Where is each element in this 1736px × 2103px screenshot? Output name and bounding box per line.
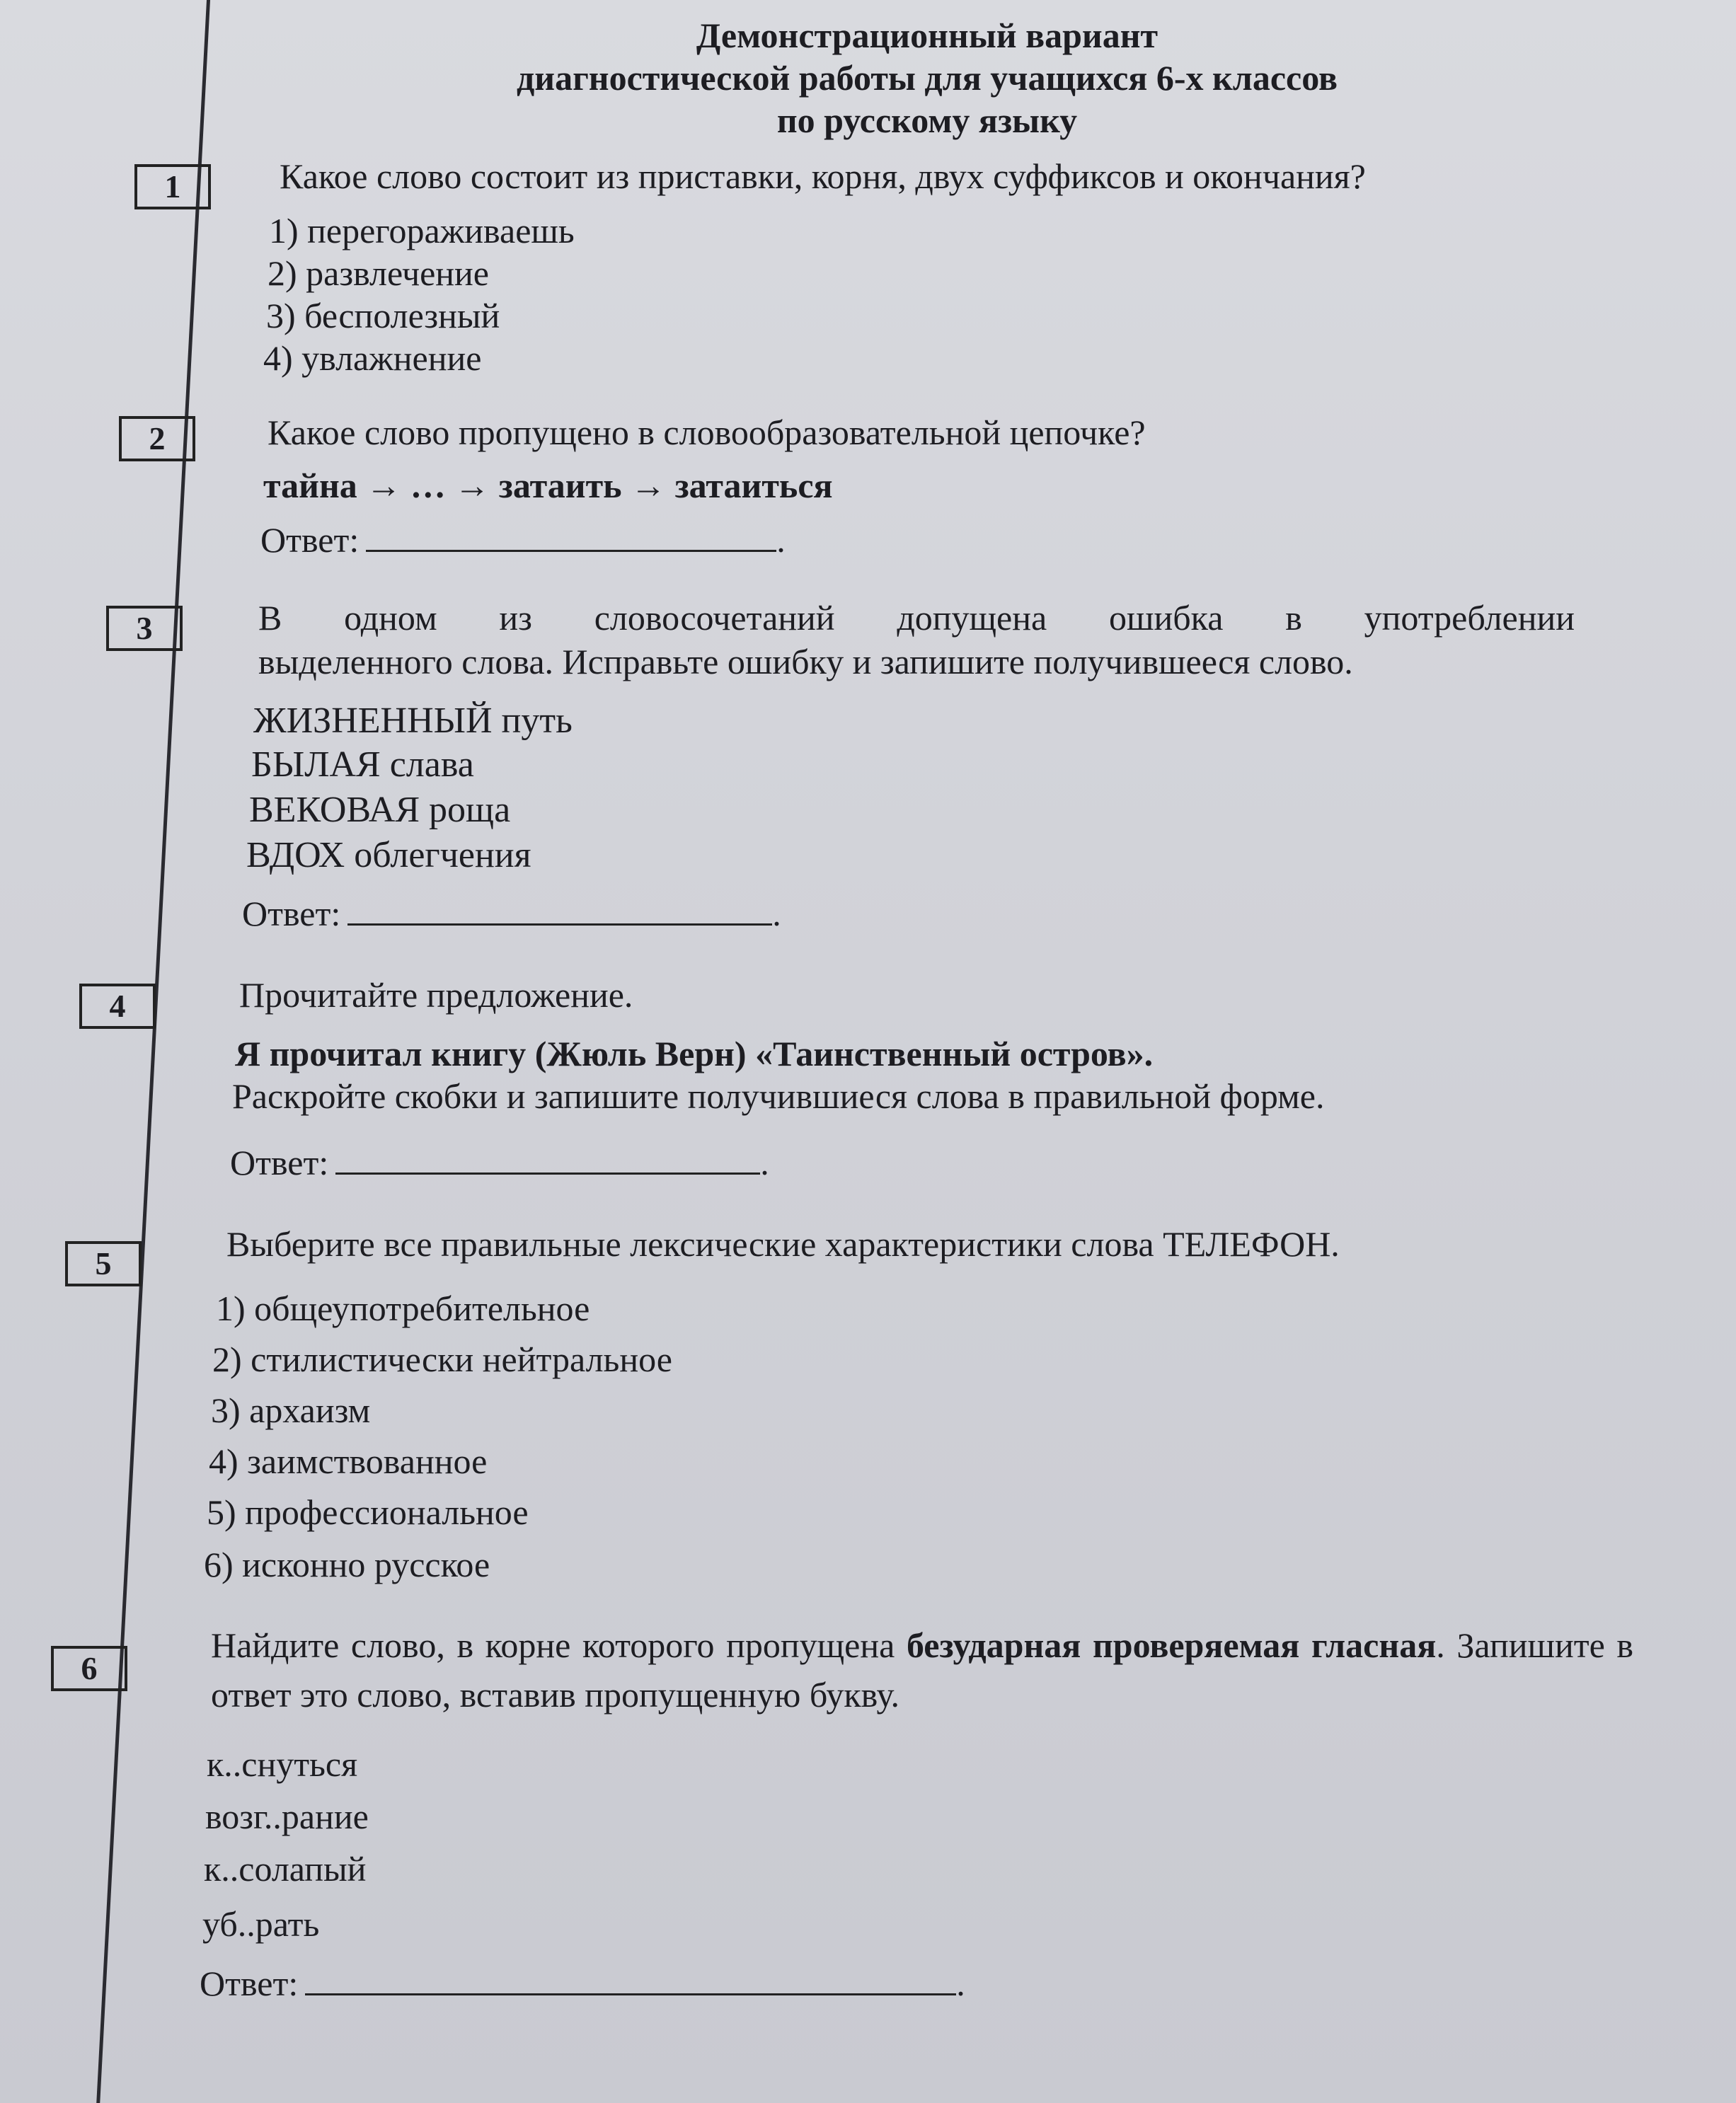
phrase-rest: путь <box>492 701 573 741</box>
question-text-line-1: В одном из словосочетаний допущена ошибка в употреблении <box>258 598 1575 638</box>
task-question: Какое слово состоит из приставки, корня, двух суффиксов и окончания? <box>280 156 1366 196</box>
answer-label: Ответ: <box>200 1964 299 2003</box>
phrase-3 <box>249 788 510 832</box>
answer-label: Ответ: <box>230 1143 329 1182</box>
word-chain: тайна → … → затаить → затаиться <box>263 466 833 505</box>
option-4: 4) увлажнение <box>263 338 482 378</box>
task-number-box: 4 <box>79 984 156 1029</box>
answer-row <box>230 1141 769 1185</box>
question-text-line-2: выделенного слова. Исправьте ошибку и запишите получившееся слово. <box>258 642 1353 681</box>
task-intro: Прочитайте предложение. <box>239 975 633 1015</box>
phrase-rest: облегчения <box>345 835 531 875</box>
question-line-1 <box>258 596 1575 640</box>
phrase-4 <box>246 834 531 877</box>
option-2: 2) стилистически нейтральное <box>212 1339 672 1379</box>
task-instruction: Раскройте скобки и запишите получившиеся слова в правильной форме. <box>232 1076 1325 1116</box>
phrase-1 <box>253 699 573 743</box>
answer-period: . <box>760 1143 769 1182</box>
highlighted-word: ВЕКОВАЯ <box>249 790 420 830</box>
answer-field[interactable] <box>305 1962 956 1995</box>
task-sentence: Я прочитал книгу (Жюль Верн) «Таинственный остров». <box>235 1034 1154 1073</box>
option-6: 6) исконно русское <box>204 1545 490 1584</box>
answer-row <box>242 892 781 935</box>
task-number-box: 3 <box>106 606 183 651</box>
answer-field[interactable] <box>366 519 776 552</box>
page-title <box>396 14 1458 142</box>
margin-line <box>96 0 210 2103</box>
highlighted-word: БЫЛАЯ <box>251 744 381 785</box>
option-4: 4) заимствованное <box>209 1441 488 1481</box>
question-emphasis: гласная <box>1311 1625 1437 1665</box>
answer-period: . <box>776 520 786 560</box>
option-5: 5) профессиональное <box>207 1492 529 1532</box>
answer-row <box>260 518 786 562</box>
task-number-box: 6 <box>51 1646 127 1691</box>
option-2: 2) развлечение <box>268 253 489 293</box>
word-2: возг..рание <box>205 1797 369 1836</box>
option-1: 1) общеупотребительное <box>216 1289 590 1328</box>
answer-field[interactable] <box>335 1141 760 1175</box>
task-number-box: 2 <box>119 416 195 461</box>
title-line-2: диагностической работы для учащихся 6-х классов <box>517 58 1338 98</box>
option-1: 1) перегораживаешь <box>269 211 575 250</box>
highlighted-word: ЖИЗНЕННЫЙ <box>253 701 493 741</box>
task-number-box: 1 <box>134 164 211 209</box>
task-question <box>258 596 1575 684</box>
answer-row <box>200 1961 965 2005</box>
task-question: Выберите все правильные лексические характеристики слова ТЕЛЕФОН. <box>226 1224 1340 1264</box>
question-emphasis: безударная проверяемая <box>906 1625 1300 1665</box>
question-text: Найдите слово, в корне которого пропущена <box>211 1625 907 1665</box>
title-line-1: Демонстрационный вариант <box>696 16 1159 55</box>
highlighted-word: ВДОХ <box>246 835 345 875</box>
phrase-rest: слава <box>380 744 474 785</box>
word-4: уб..рать <box>202 1904 320 1944</box>
answer-label: Ответ: <box>260 520 360 560</box>
answer-period: . <box>772 894 781 933</box>
question-text: . Запишите в ответ это слово, вставив пропущенную букву. <box>211 1625 1633 1715</box>
task-question: Какое слово пропущено в словообразовательной цепочке? <box>268 413 1146 452</box>
answer-period: . <box>956 1964 965 2003</box>
phrase-2 <box>251 743 474 787</box>
option-3: 3) бесполезный <box>266 296 500 335</box>
answer-field[interactable] <box>347 892 772 926</box>
title-line-3: по русскому языку <box>776 100 1078 140</box>
task-question <box>211 1620 1633 1719</box>
word-3: к..солапый <box>204 1849 367 1889</box>
phrase-rest: роща <box>420 790 511 830</box>
task-number-box: 5 <box>65 1241 142 1286</box>
word-1: к..снуться <box>207 1744 358 1784</box>
option-3: 3) архаизм <box>211 1390 371 1430</box>
answer-label: Ответ: <box>242 894 341 933</box>
